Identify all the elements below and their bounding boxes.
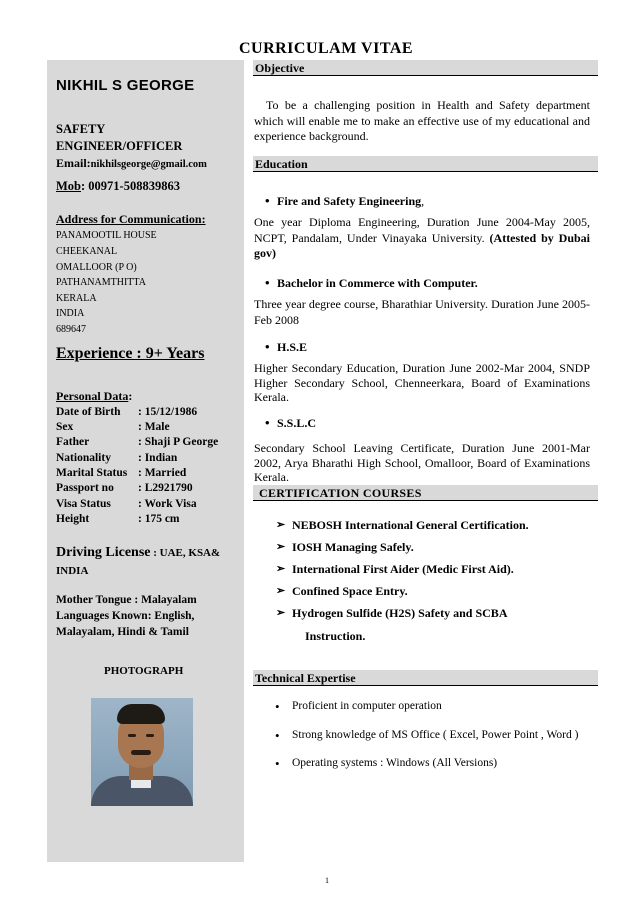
- education-desc: Secondary School Leaving Certificate, Duration June 2001-Mar 2002, Arya Bharathi High School, Omalloor, Board of Examinations Kerala.: [254, 441, 590, 484]
- technical-item: • Proficient in computer operation: [292, 700, 442, 712]
- candidate-photo: [91, 698, 193, 806]
- certification-text: IOSH Managing Safely.: [292, 540, 414, 554]
- photo-eye: [128, 734, 136, 737]
- personal-row-nationality: [56, 451, 177, 465]
- education-title: [277, 194, 424, 209]
- personal-key: Height: [56, 513, 90, 525]
- driving-value: : UAE, KSA&: [150, 547, 221, 559]
- personal-data-colon: :: [128, 389, 133, 403]
- certification-text: Confined Space Entry.: [292, 584, 408, 598]
- email-address[interactable]: nikhilsgeorge@gmail.com: [90, 159, 207, 170]
- driving-label: Driving License: [56, 545, 151, 560]
- photo-label: PHOTOGRAPH: [104, 665, 184, 677]
- candidate-name: NIKHIL S GEORGE: [56, 77, 195, 94]
- arrow-bullet-icon: ➢: [276, 607, 286, 619]
- address-line: PATHANAMTHITTA: [56, 277, 146, 288]
- experience-summary: Experience : 9+ Years: [56, 345, 205, 362]
- driving-license: [56, 544, 242, 580]
- personal-value: : Work Visa: [138, 498, 197, 510]
- document-title: CURRICULAM VITAE: [238, 40, 414, 57]
- education-title-text: Fire and Safety Engineering: [277, 194, 422, 208]
- personal-value: : Shaji P George: [138, 436, 219, 448]
- education-desc: Higher Secondary Education, Duration June 2002-Mar 2004, SNDP Higher Secondary School, Chenneerkara, Board of Examinations Kerala.: [254, 361, 590, 404]
- role-line-2: ENGINEER/OFFICER: [56, 139, 183, 153]
- personal-row-visa: [56, 497, 197, 511]
- mobile-number: : 00971-508839863: [81, 179, 180, 193]
- personal-value: : Married: [138, 467, 187, 479]
- certification-text: International First Aider (Medic First Aid).: [292, 562, 514, 576]
- certification-continuation: Instruction.: [305, 629, 366, 643]
- mother-tongue: Mother Tongue : Malayalam: [56, 594, 197, 606]
- personal-value: : 15/12/1986: [138, 406, 198, 418]
- section-heading-technical: Technical Expertise: [253, 670, 598, 686]
- photo-moustache: [131, 750, 151, 755]
- personal-value: : Male: [138, 421, 170, 433]
- personal-key: Sex: [56, 421, 74, 433]
- personal-value: : 175 cm: [138, 513, 180, 525]
- personal-key: Visa Status: [56, 498, 111, 510]
- photo-hair: [117, 704, 165, 724]
- certification-text: Hydrogen Sulfide (H2S) Safety and SCBA: [292, 606, 508, 620]
- address-line: PANAMOOTIL HOUSE: [56, 230, 157, 241]
- education-note: (Attested by Dubai gov): [254, 230, 591, 260]
- personal-key: Nationality: [56, 452, 111, 464]
- personal-row-height: [56, 512, 180, 526]
- page-number: 1: [325, 876, 329, 885]
- personal-data-heading: [56, 389, 132, 403]
- section-heading-certification: CERTIFICATION COURSES: [253, 485, 598, 501]
- personal-row-marital: [56, 466, 186, 480]
- education-title: • S.S.L.C: [277, 416, 316, 431]
- personal-value: : L2921790: [138, 482, 193, 494]
- personal-row-passport: [56, 481, 193, 495]
- address-line: 689647: [56, 324, 86, 335]
- driving-value-2: INDIA: [56, 565, 89, 577]
- education-desc: [254, 215, 590, 262]
- personal-data-label: Personal Data: [56, 389, 129, 403]
- address-heading: Address for Communication:: [56, 212, 206, 226]
- photo-eye: [146, 734, 154, 737]
- address-line: KERALA: [56, 293, 97, 304]
- personal-key: Passport no: [56, 482, 114, 494]
- address-line: CHEEKANAL: [56, 246, 118, 257]
- languages-known: Languages Known: English, Malayalam, Hindi & Tamil: [56, 610, 195, 638]
- technical-item: • Strong knowledge of MS Office ( Excel, Power Point , Word ): [292, 729, 578, 741]
- technical-item: • Operating systems : Windows (All Versions): [292, 757, 497, 769]
- objective-text: To be a challenging position in Health and Safety department which will enable me to make an effective use of my educational and experience background.: [254, 98, 590, 143]
- email: [56, 156, 207, 172]
- arrow-bullet-icon: ➢: [276, 541, 286, 553]
- personal-row-dob: [56, 405, 197, 419]
- job-role: [56, 121, 236, 155]
- email-label: Email:: [56, 156, 91, 170]
- personal-value: : Indian: [138, 452, 178, 464]
- arrow-bullet-icon: ➢: [276, 585, 286, 597]
- languages-block: [56, 592, 242, 640]
- section-heading-education: Education: [253, 156, 598, 172]
- certification-text: NEBOSH International General Certification.: [292, 518, 529, 532]
- personal-key: Date of Birth: [56, 406, 121, 418]
- personal-row-father: [56, 435, 218, 449]
- mobile-label: Mob: [56, 179, 81, 193]
- arrow-bullet-icon: ➢: [276, 563, 286, 575]
- personal-row-sex: [56, 420, 170, 434]
- mobile: [56, 179, 180, 193]
- address-line: OMALLOOR (P O): [56, 262, 137, 273]
- address-line: INDIA: [56, 308, 85, 319]
- personal-key: Father: [56, 436, 90, 448]
- education-desc: Three year degree course, Bharathiar University. Duration June 2005-Feb 2008: [254, 297, 590, 327]
- education-desc-text: One year Diploma Engineering, Duration June 2004-May 2005, NCPT, Pandalam, Under Vinayaka University.: [254, 215, 590, 245]
- education-title: • Bachelor in Commerce with Computer.: [277, 276, 478, 291]
- personal-key: Marital Status: [56, 467, 128, 479]
- arrow-bullet-icon: ➢: [276, 519, 286, 531]
- education-title: • H.S.E: [277, 340, 307, 355]
- section-heading-objective: Objective: [253, 60, 598, 76]
- education-title-suffix: ,: [421, 194, 425, 208]
- role-line-1: SAFETY: [56, 122, 106, 136]
